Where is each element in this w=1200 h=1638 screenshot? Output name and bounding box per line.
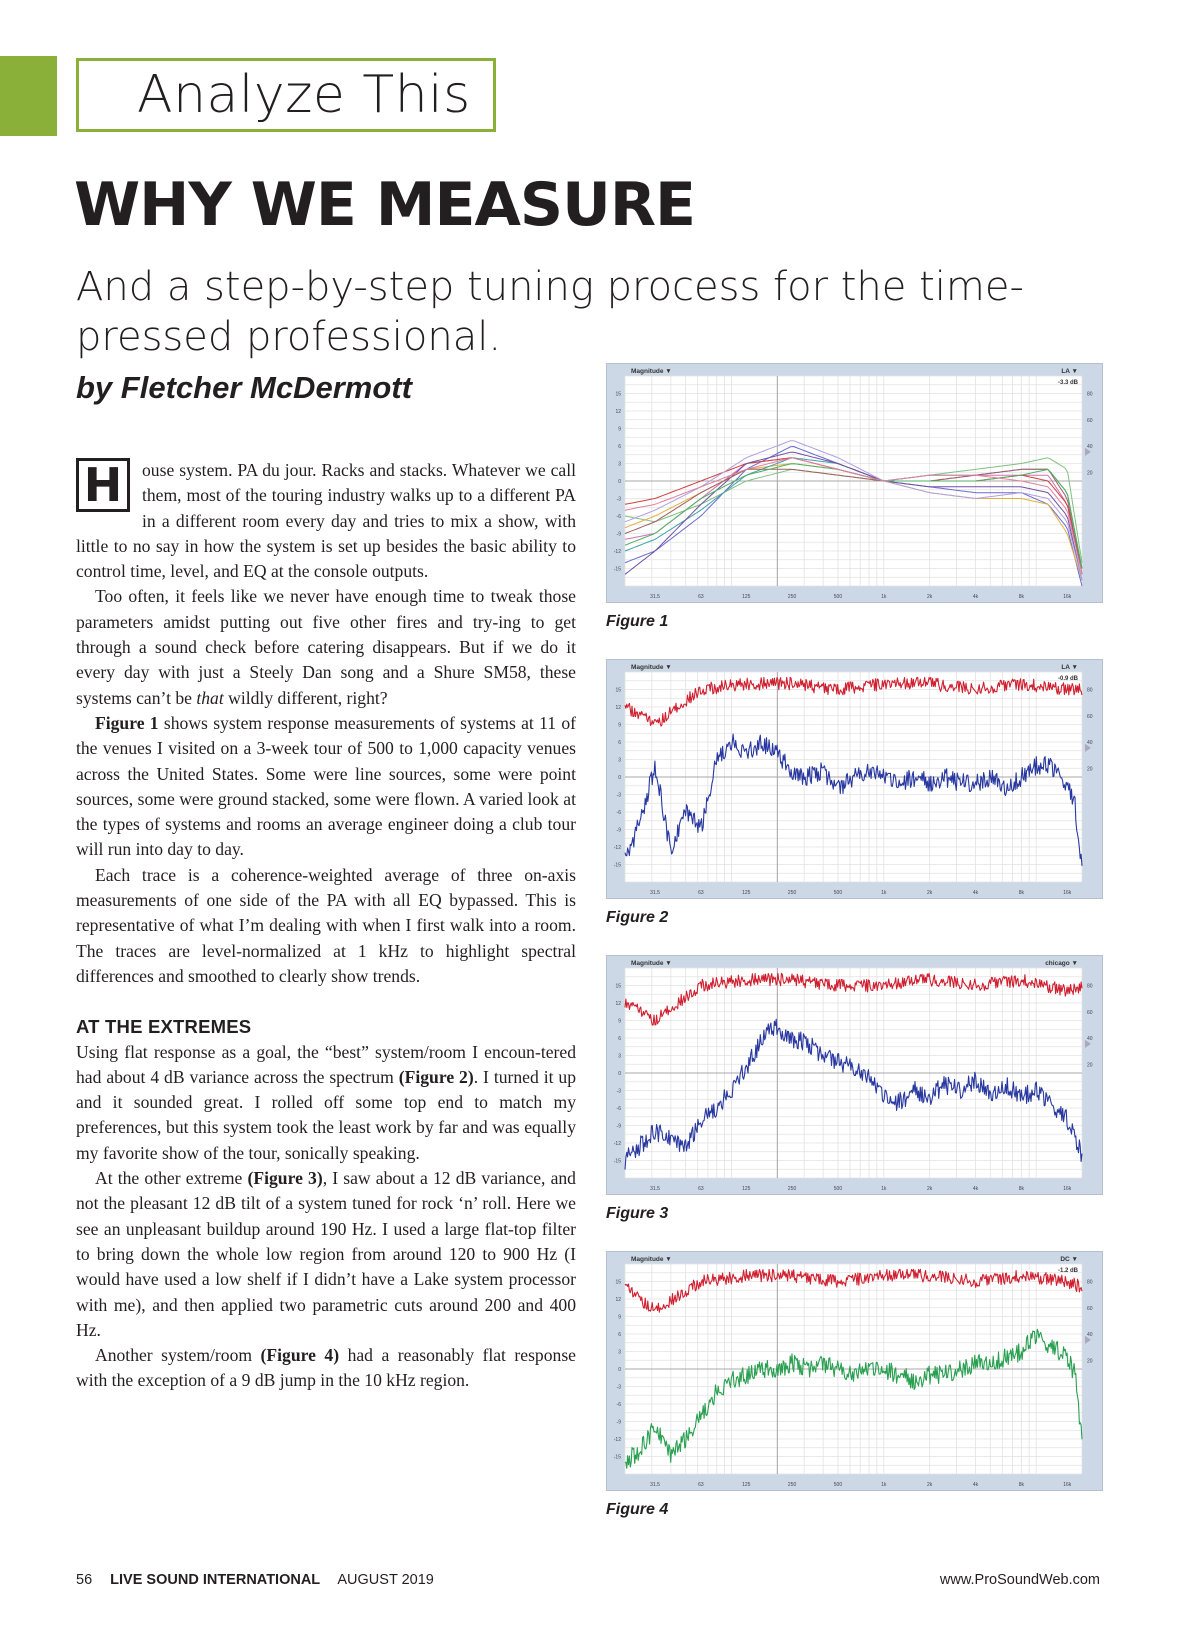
issue-date: AUGUST 2019 <box>337 1572 434 1588</box>
x-tick-label: 250 <box>787 1186 797 1192</box>
x-tick-label: 500 <box>833 1482 843 1488</box>
panel-label: Magnitude ▼ <box>631 1256 672 1263</box>
panel-label: Magnitude ▼ <box>631 664 672 671</box>
y-tick-label: -3 <box>616 1088 621 1095</box>
x-tick-label: 8k <box>1018 890 1025 896</box>
x-tick-label: 8k <box>1018 1482 1025 1488</box>
y-tick-label: -6 <box>616 1402 621 1408</box>
x-tick-label: 63 <box>698 1186 704 1192</box>
y-tick-label: -12 <box>613 1141 621 1147</box>
figure-2-caption: Figure 2 <box>606 909 669 926</box>
y-tick-label: 3 <box>618 757 621 764</box>
figure-1 <box>606 363 1103 631</box>
paragraph-2-text-b: wildly different, right? <box>223 687 388 708</box>
x-tick-label: 31.5 <box>650 1482 660 1488</box>
corner-label: chicago ▼ <box>1045 960 1078 967</box>
x-tick-label: 31.5 <box>650 594 660 600</box>
y-tick-label: 6 <box>618 1332 621 1338</box>
y-tick-label: 15 <box>615 983 621 990</box>
y2-tick-label: 20 <box>1087 1358 1093 1365</box>
x-tick-label: 4k <box>972 1186 979 1192</box>
figure-3 <box>606 955 1103 1223</box>
x-tick-label: 8k <box>1018 1186 1025 1192</box>
y-tick-label: 9 <box>618 1314 621 1321</box>
figure-2-chart <box>606 659 1103 899</box>
y-tick-label: 12 <box>615 409 621 415</box>
y2-tick-label: 40 <box>1087 444 1093 450</box>
y-tick-label: 9 <box>618 1018 621 1025</box>
y-tick-label: 15 <box>615 1279 621 1286</box>
y-tick-label: 6 <box>618 740 621 746</box>
figure-1-chart <box>606 363 1103 603</box>
x-tick-label: 1k <box>881 594 887 600</box>
paragraph-2 <box>76 584 576 710</box>
page-number: 56 <box>76 1572 93 1588</box>
figure-4-caption: Figure 4 <box>606 1501 669 1518</box>
section-color-tab <box>0 56 57 136</box>
y2-tick-label: 60 <box>1087 417 1093 424</box>
y-tick-label: 9 <box>618 722 621 729</box>
x-tick-label: 500 <box>833 890 843 896</box>
y-tick-label: 12 <box>615 1001 621 1007</box>
article-subhead: And a step-by-step tuning process for the time-pressed professional. <box>76 264 1024 360</box>
y-tick-label: -15 <box>613 1454 621 1461</box>
paragraph-2-emphasis: that <box>196 687 224 708</box>
y2-tick-label: 80 <box>1087 687 1093 694</box>
x-tick-label: 1k <box>881 1186 887 1192</box>
figure-4 <box>606 1251 1103 1519</box>
y2-tick-label: 20 <box>1087 470 1093 477</box>
paragraph-7-text-a: Another system/room <box>95 1345 261 1366</box>
x-tick-label: 250 <box>787 594 797 600</box>
paragraph-2-text-a: Too often, it feels like we never have enough time to tweak those parameters amidst putting out five other fires and try-ing to get through a sound check before catering disappears. But if we do it every day with just a Steely Dan song and a Shure SM58, these systems can’t be <box>76 586 576 708</box>
paragraph-5-text-a: Using flat response as a goal, the “best” system/room I encoun-tered had about 4 dB variance across the spectrum <box>76 1041 576 1087</box>
figure-3-plot <box>607 956 1104 1196</box>
y2-tick-label: 80 <box>1087 1279 1093 1286</box>
corner-label: LA ▼ <box>1061 368 1078 375</box>
figure-3-caption: Figure 3 <box>606 1205 669 1222</box>
panel-label: Magnitude ▼ <box>631 960 672 967</box>
figure-1-caption: Figure 1 <box>606 613 669 630</box>
y2-tick-label: 60 <box>1087 1305 1093 1312</box>
x-tick-label: 250 <box>787 890 797 896</box>
x-tick-label: 500 <box>833 1186 843 1192</box>
y-tick-label: -12 <box>613 1437 621 1443</box>
corner-label: LA ▼ <box>1061 664 1078 671</box>
paragraph-5-text-b: . I turned it up and it sounded great. I rolled off some top end to match my preferences, but this system took the least work by far and was equally my favorite show of the tour, sonically speaking. <box>76 1066 576 1163</box>
paragraph-6 <box>76 1166 576 1343</box>
paragraph-3 <box>76 711 576 863</box>
x-tick-label: 2k <box>927 1186 933 1192</box>
paragraph-6-figure-ref: (Figure 3) <box>247 1168 323 1189</box>
subsection-heading: AT THE EXTREMES <box>76 1016 252 1038</box>
figure-2-plot <box>607 660 1104 900</box>
x-tick-label: 2k <box>927 1482 933 1488</box>
paragraph-7 <box>76 1343 576 1394</box>
y-tick-label: 0 <box>618 1071 621 1077</box>
x-tick-label: 1k <box>881 890 887 896</box>
panel-label: Magnitude ▼ <box>631 368 672 375</box>
paragraph-6-text-a: At the other extreme <box>95 1168 248 1189</box>
y2-tick-label: 60 <box>1087 713 1093 720</box>
y-tick-label: 9 <box>618 426 621 433</box>
corner-value: -3.3 dB <box>1057 380 1078 386</box>
figure-1-plot <box>607 364 1104 604</box>
x-tick-label: 16k <box>1063 594 1072 600</box>
y-tick-label: 12 <box>615 705 621 711</box>
y2-tick-label: 80 <box>1087 983 1093 990</box>
x-tick-label: 31.5 <box>650 1186 660 1192</box>
y-tick-label: -6 <box>616 1106 621 1112</box>
x-tick-label: 125 <box>742 1482 751 1488</box>
article-body <box>76 458 576 1394</box>
website-url: www.ProSoundWeb.com <box>939 1572 1100 1588</box>
y-tick-label: 15 <box>615 391 621 398</box>
y-tick-label: -9 <box>616 1419 621 1426</box>
y-tick-label: -6 <box>616 810 621 816</box>
figure-4-plot <box>607 1252 1104 1492</box>
x-tick-label: 2k <box>927 594 933 600</box>
y2-tick-label: 20 <box>1087 1062 1093 1069</box>
y2-tick-label: 60 <box>1087 1009 1093 1016</box>
paragraph-5-figure-ref: (Figure 2) <box>398 1066 474 1087</box>
y-tick-label: -3 <box>616 1384 621 1391</box>
y-tick-label: -15 <box>613 566 621 573</box>
x-tick-label: 250 <box>787 1482 797 1488</box>
y-tick-label: -3 <box>616 496 621 503</box>
paragraph-1-text: ouse system. PA du jour. Racks and stacks. Whatever we call them, most of the touring industry walks up to a different PA in a different room every day and tries to mix a show, with little to no say in how the system is set up besides the basic ability to control time, level, and EQ at the console outputs. <box>76 460 576 582</box>
y2-tick-label: 80 <box>1087 391 1093 398</box>
paragraph-3-figure-ref: Figure 1 <box>95 712 159 733</box>
x-tick-label: 31.5 <box>650 890 660 896</box>
paragraph-7-text-b: had a reasonably flat response with the exception of a 9 dB jump in the 10 kHz region. <box>76 1345 576 1391</box>
y-tick-label: 6 <box>618 1036 621 1042</box>
paragraph-6-text-b: , I saw about a 12 dB variance, and not the pleasant 12 dB tilt of a system tuned for rock ‘n’ roll. Here we see an unpleasant buildup around 190 Hz. I used a large flat-top filter to bring down the whole low region from around 120 to 900 Hz (I would have used a low shelf if I didn’t have a Lake system processor with me), and then applied two parametric cuts around 200 and 400 Hz. <box>76 1168 576 1340</box>
article-headline: WHY WE MEASURE <box>74 170 696 240</box>
y-tick-label: -9 <box>616 827 621 834</box>
corner-label: DC ▼ <box>1060 1256 1078 1263</box>
x-tick-label: 500 <box>833 594 843 600</box>
x-tick-label: 8k <box>1018 594 1025 600</box>
y-tick-label: -3 <box>616 792 621 799</box>
figure-2 <box>606 659 1103 927</box>
corner-value: -1.2 dB <box>1057 1268 1078 1274</box>
page-footer <box>76 1572 1100 1588</box>
x-tick-label: 16k <box>1063 1186 1072 1192</box>
section-label: Analyze This <box>76 58 496 132</box>
y-tick-label: -15 <box>613 1158 621 1165</box>
y-tick-label: 3 <box>618 1349 621 1356</box>
y2-tick-label: 40 <box>1087 1332 1093 1338</box>
x-tick-label: 4k <box>972 1482 979 1488</box>
x-tick-label: 63 <box>698 1482 704 1488</box>
y2-tick-label: 20 <box>1087 766 1093 773</box>
paragraph-1 <box>76 458 576 584</box>
x-tick-label: 63 <box>698 594 704 600</box>
y-tick-label: 3 <box>618 1053 621 1060</box>
y-tick-label: 6 <box>618 444 621 450</box>
y-tick-label: -9 <box>616 1123 621 1130</box>
y-tick-label: 3 <box>618 461 621 468</box>
magazine-name: LIVE SOUND INTERNATIONAL <box>110 1572 321 1588</box>
paragraph-7-figure-ref: (Figure 4) <box>260 1345 340 1366</box>
y-tick-label: -6 <box>616 514 621 520</box>
x-tick-label: 16k <box>1063 890 1072 896</box>
x-tick-label: 125 <box>742 1186 751 1192</box>
x-tick-label: 125 <box>742 594 751 600</box>
article-byline: by Fletcher McDermott <box>76 370 412 405</box>
x-tick-label: 125 <box>742 890 751 896</box>
figure-3-chart <box>606 955 1103 1195</box>
corner-value: -0.9 dB <box>1057 676 1078 682</box>
drop-cap: H <box>76 458 130 512</box>
x-tick-label: 4k <box>972 890 979 896</box>
y-tick-label: 15 <box>615 687 621 694</box>
y-tick-label: 0 <box>618 1367 621 1373</box>
y2-tick-label: 40 <box>1087 740 1093 746</box>
paragraph-4 <box>76 863 576 989</box>
paragraph-3-text: shows system response measurements of systems at 11 of the venues I visited on a 3-week tour of 500 to 1,000 capacity venues across the United States. Some were line sources, some were point sources, some were ground stacked, some were flown. A varied look at the types of systems and rooms an average engineer doing a club tour will run into day to day. <box>76 712 576 860</box>
y2-tick-label: 40 <box>1087 1036 1093 1042</box>
x-tick-label: 4k <box>972 594 979 600</box>
y-tick-label: 0 <box>618 775 621 781</box>
paragraph-5 <box>76 1040 576 1166</box>
y-tick-label: -15 <box>613 862 621 869</box>
x-tick-label: 63 <box>698 890 704 896</box>
y-tick-label: -9 <box>616 531 621 538</box>
y-tick-label: 0 <box>618 479 621 485</box>
x-tick-label: 2k <box>927 890 933 896</box>
y-tick-label: 12 <box>615 1297 621 1303</box>
x-tick-label: 1k <box>881 1482 887 1488</box>
paragraph-4-text: Each trace is a coherence-weighted average of three on-axis measurements of one side of the PA with all EQ bypassed. This is representative of what I’m dealing with when I first walk into a room. The traces are level-normalized at 1 kHz to highlight spectral differences and smoothed to clearly show trends. <box>76 864 576 986</box>
figure-4-chart <box>606 1251 1103 1491</box>
y-tick-label: -12 <box>613 549 621 555</box>
y-tick-label: -12 <box>613 845 621 851</box>
x-tick-label: 16k <box>1063 1482 1072 1488</box>
